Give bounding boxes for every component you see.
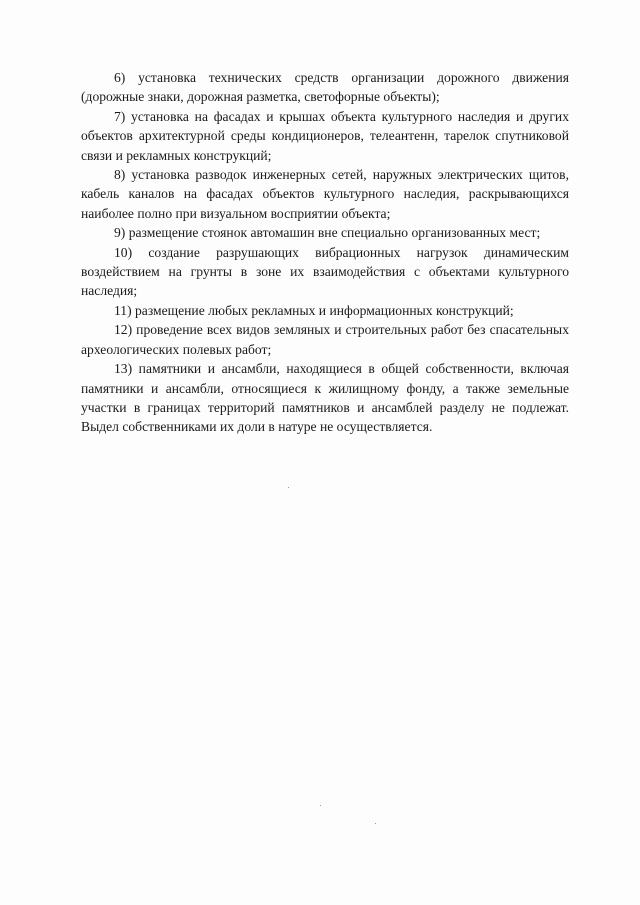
list-item: 11) размещение любых рекламных и информационных конструкций; — [114, 302, 514, 318]
list-item: 7) установка на фасадах и крышах объекта культурного наследия и других объектов архитектурной среды кондиционеров, телеантенн, тарелок спутниковой связи и рекламных конструкций; — [81, 108, 569, 163]
list-item: 10) создание разрушающих вибрационных нагрузок динамическим воздействием на грунты в зоне их взаимодействия с объектами культурного наследия; — [81, 244, 569, 299]
list-item: 13) памятники и ансамбли, находящиеся в общей собственности, включая памятники и ансамбли, относящиеся к жилищному фонду, а также земельные участки в границах территорий памятников и ансамблей разделу не подлежат. Выдел собственниками их доли в натуре не осуществляется. — [81, 361, 569, 435]
list-item: 6) установка технических средств организации дорожного движения (дорожные знаки, дорожная разметка, светофорные объекты); — [81, 70, 569, 105]
document-body — [81, 68, 569, 437]
list-item: 12) проведение всех видов земляных и строительных работ без спасательных археологических полевых работ; — [81, 322, 569, 357]
list-item: 9) размещение стоянок автомашин вне специально организованных мест; — [114, 225, 541, 241]
scan-artifact — [320, 805, 321, 806]
scan-artifact — [288, 487, 289, 488]
list-item: 8) установка разводок инженерных сетей, наружных электрических щитов, кабель каналов на фасадах объектов культурного наследия, раскрывающихся наиболее полно при визуальном восприятии объекта; — [81, 167, 569, 221]
scan-artifact — [375, 823, 376, 824]
